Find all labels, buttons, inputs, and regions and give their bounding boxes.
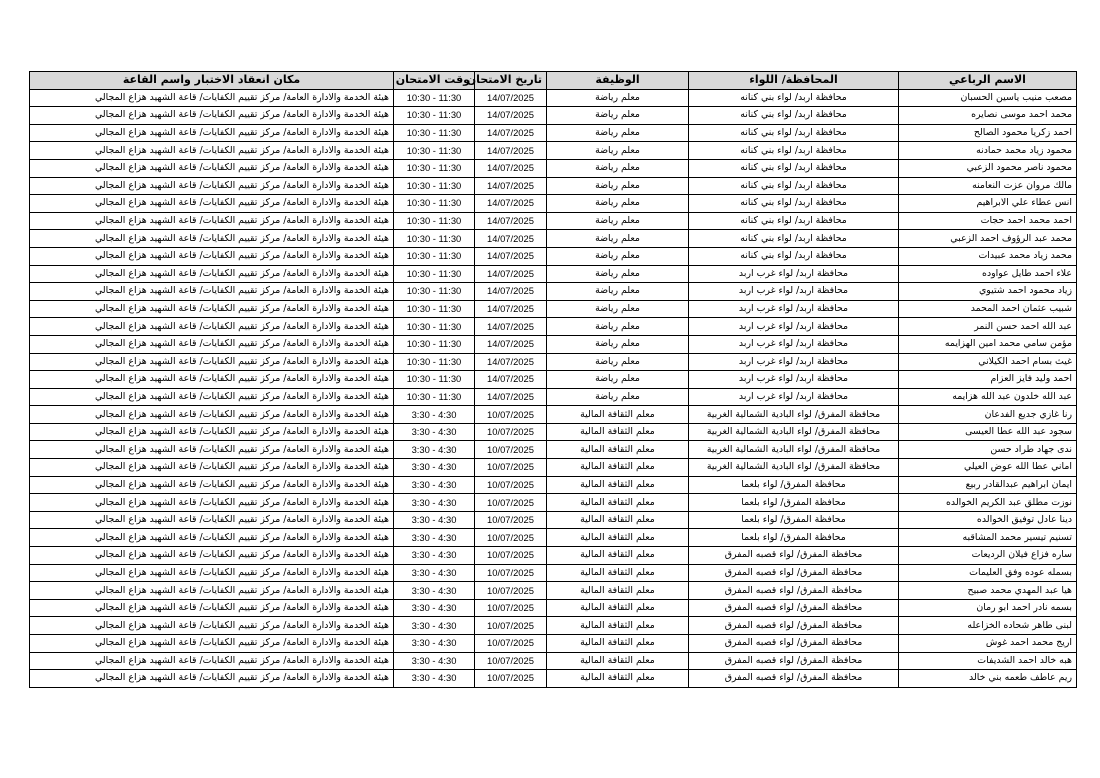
cell-job: معلم الثقافة المالية: [547, 441, 689, 459]
cell-job: معلم رياضة: [547, 283, 689, 301]
cell-location: هيئة الخدمة والادارة العامة/ مركز تقييم الكفايات/ قاعة الشهيد هزاع المجالي: [30, 283, 394, 301]
cell-job: معلم الثقافة المالية: [547, 670, 689, 688]
cell-exam-date: 10/07/2025: [475, 547, 547, 565]
cell-exam-time: 10:30 - 11:30: [394, 265, 475, 283]
cell-location: هيئة الخدمة والادارة العامة/ مركز تقييم الكفايات/ قاعة الشهيد هزاع المجالي: [30, 652, 394, 670]
cell-location: هيئة الخدمة والادارة العامة/ مركز تقييم الكفايات/ قاعة الشهيد هزاع المجالي: [30, 353, 394, 371]
cell-exam-time: 3:30 - 4:30: [394, 423, 475, 441]
cell-location: هيئة الخدمة والادارة العامة/ مركز تقييم الكفايات/ قاعة الشهيد هزاع المجالي: [30, 177, 394, 195]
cell-governorate: محافظة المفرق/ لواء بلعما: [689, 494, 899, 512]
cell-exam-time: 3:30 - 4:30: [394, 441, 475, 459]
table-row: [30, 423, 1077, 441]
table-row: [30, 283, 1077, 301]
cell-job: معلم الثقافة المالية: [547, 529, 689, 547]
cell-job: معلم الثقافة المالية: [547, 423, 689, 441]
cell-exam-date: 10/07/2025: [475, 511, 547, 529]
cell-job: معلم رياضة: [547, 247, 689, 265]
table-row: [30, 230, 1077, 248]
table-row: [30, 547, 1077, 565]
cell-name: محمود زياد محمد حمادنه: [899, 142, 1077, 160]
cell-governorate: محافظة اربد/ لواء غرب اربد: [689, 318, 899, 336]
cell-location: هيئة الخدمة والادارة العامة/ مركز تقييم الكفايات/ قاعة الشهيد هزاع المجالي: [30, 247, 394, 265]
cell-name: غيث بسام احمد الكيلاني: [899, 353, 1077, 371]
cell-job: معلم الثقافة المالية: [547, 406, 689, 424]
header-job: الوظيفة: [547, 72, 689, 90]
cell-name: محمد احمد موسى نصايره: [899, 107, 1077, 125]
cell-name: محمد عبد الرؤوف احمد الزعبي: [899, 230, 1077, 248]
cell-job: معلم الثقافة المالية: [547, 547, 689, 565]
cell-exam-date: 14/07/2025: [475, 388, 547, 406]
cell-exam-time: 10:30 - 11:30: [394, 388, 475, 406]
cell-name: ريم عاطف طعمه بني خالد: [899, 670, 1077, 688]
cell-exam-time: 10:30 - 11:30: [394, 353, 475, 371]
cell-name: محمود ناصر محمود الزعبي: [899, 159, 1077, 177]
cell-job: معلم رياضة: [547, 353, 689, 371]
cell-exam-time: 3:30 - 4:30: [394, 652, 475, 670]
cell-name: احمد محمد احمد حجات: [899, 212, 1077, 230]
table-row: [30, 459, 1077, 477]
cell-exam-date: 14/07/2025: [475, 283, 547, 301]
cell-job: معلم رياضة: [547, 177, 689, 195]
cell-governorate: محافظة اربد/ لواء بني كنانه: [689, 212, 899, 230]
cell-exam-date: 14/07/2025: [475, 230, 547, 248]
cell-name: اماني عطا الله عوض العيلي: [899, 459, 1077, 477]
cell-governorate: محافظة اربد/ لواء غرب اربد: [689, 335, 899, 353]
cell-location: هيئة الخدمة والادارة العامة/ مركز تقييم الكفايات/ قاعة الشهيد هزاع المجالي: [30, 529, 394, 547]
cell-governorate: محافظة المفرق/ لواء قصبه المفرق: [689, 564, 899, 582]
table-row: [30, 318, 1077, 336]
cell-job: معلم رياضة: [547, 335, 689, 353]
cell-name: دينا عادل توفيق الخوالده: [899, 511, 1077, 529]
header-governorate: المحافظة/ اللواء: [689, 72, 899, 90]
cell-location: هيئة الخدمة والادارة العامة/ مركز تقييم الكفايات/ قاعة الشهيد هزاع المجالي: [30, 388, 394, 406]
cell-name: مالك مروان عزت النعامنه: [899, 177, 1077, 195]
cell-job: معلم رياضة: [547, 388, 689, 406]
cell-name: احمد زكريا محمود الصالح: [899, 124, 1077, 142]
cell-location: هيئة الخدمة والادارة العامة/ مركز تقييم الكفايات/ قاعة الشهيد هزاع المجالي: [30, 318, 394, 336]
cell-governorate: محافظة المفرق/ لواء البادية الشمالية الغربية: [689, 423, 899, 441]
cell-exam-date: 10/07/2025: [475, 476, 547, 494]
header-exam-date: تاريخ الامتحان: [475, 72, 547, 90]
cell-name: عبد الله خلدون عبد الله هزايمه: [899, 388, 1077, 406]
cell-exam-time: 10:30 - 11:30: [394, 177, 475, 195]
cell-exam-date: 10/07/2025: [475, 599, 547, 617]
table-row: [30, 529, 1077, 547]
cell-location: هيئة الخدمة والادارة العامة/ مركز تقييم الكفايات/ قاعة الشهيد هزاع المجالي: [30, 159, 394, 177]
cell-exam-date: 14/07/2025: [475, 353, 547, 371]
cell-exam-time: 10:30 - 11:30: [394, 247, 475, 265]
cell-exam-date: 14/07/2025: [475, 159, 547, 177]
cell-exam-date: 10/07/2025: [475, 652, 547, 670]
cell-location: هيئة الخدمة والادارة العامة/ مركز تقييم الكفايات/ قاعة الشهيد هزاع المجالي: [30, 459, 394, 477]
cell-job: معلم رياضة: [547, 371, 689, 389]
cell-location: هيئة الخدمة والادارة العامة/ مركز تقييم الكفايات/ قاعة الشهيد هزاع المجالي: [30, 617, 394, 635]
cell-name: هيا عبد المهدي محمد صبيح: [899, 582, 1077, 600]
cell-location: هيئة الخدمة والادارة العامة/ مركز تقييم الكفايات/ قاعة الشهيد هزاع المجالي: [30, 494, 394, 512]
cell-governorate: محافظة اربد/ لواء بني كنانه: [689, 247, 899, 265]
cell-exam-time: 3:30 - 4:30: [394, 582, 475, 600]
cell-name: رنا غازي جديع الفدعان: [899, 406, 1077, 424]
cell-governorate: محافظة المفرق/ لواء بلعما: [689, 529, 899, 547]
cell-exam-date: 10/07/2025: [475, 670, 547, 688]
cell-exam-date: 14/07/2025: [475, 212, 547, 230]
cell-name: زياد محمود احمد شتيوي: [899, 283, 1077, 301]
cell-job: معلم الثقافة المالية: [547, 494, 689, 512]
table-row: [30, 247, 1077, 265]
header-name: الاسم الرباعي: [899, 72, 1077, 90]
cell-exam-time: 3:30 - 4:30: [394, 547, 475, 565]
cell-job: معلم رياضة: [547, 265, 689, 283]
cell-name: اريج محمد احمد غوش: [899, 635, 1077, 653]
cell-location: هيئة الخدمة والادارة العامة/ مركز تقييم الكفايات/ قاعة الشهيد هزاع المجالي: [30, 406, 394, 424]
cell-exam-date: 10/07/2025: [475, 441, 547, 459]
cell-exam-time: 10:30 - 11:30: [394, 142, 475, 160]
cell-location: هيئة الخدمة والادارة العامة/ مركز تقييم الكفايات/ قاعة الشهيد هزاع المجالي: [30, 547, 394, 565]
cell-exam-time: 10:30 - 11:30: [394, 159, 475, 177]
cell-location: هيئة الخدمة والادارة العامة/ مركز تقييم الكفايات/ قاعة الشهيد هزاع المجالي: [30, 124, 394, 142]
table-header-row: [30, 72, 1077, 90]
cell-exam-date: 14/07/2025: [475, 89, 547, 107]
cell-name: عبد الله احمد حسن النمر: [899, 318, 1077, 336]
cell-exam-date: 10/07/2025: [475, 406, 547, 424]
table-row: [30, 212, 1077, 230]
cell-job: معلم رياضة: [547, 89, 689, 107]
table-row: [30, 617, 1077, 635]
cell-location: هيئة الخدمة والادارة العامة/ مركز تقييم الكفايات/ قاعة الشهيد هزاع المجالي: [30, 371, 394, 389]
cell-exam-date: 10/07/2025: [475, 459, 547, 477]
cell-exam-date: 14/07/2025: [475, 335, 547, 353]
cell-name: ايمان ابراهيم عبدالقادر ربيع: [899, 476, 1077, 494]
cell-location: هيئة الخدمة والادارة العامة/ مركز تقييم الكفايات/ قاعة الشهيد هزاع المجالي: [30, 582, 394, 600]
table-row: [30, 494, 1077, 512]
cell-governorate: محافظة اربد/ لواء غرب اربد: [689, 388, 899, 406]
table-row: [30, 406, 1077, 424]
cell-exam-time: 10:30 - 11:30: [394, 195, 475, 213]
cell-governorate: محافظة اربد/ لواء غرب اربد: [689, 265, 899, 283]
cell-exam-time: 10:30 - 11:30: [394, 335, 475, 353]
table-row: [30, 353, 1077, 371]
cell-exam-time: 3:30 - 4:30: [394, 564, 475, 582]
cell-job: معلم رياضة: [547, 159, 689, 177]
cell-name: بسمه نادر احمد ابو رمان: [899, 599, 1077, 617]
cell-location: هيئة الخدمة والادارة العامة/ مركز تقييم الكفايات/ قاعة الشهيد هزاع المجالي: [30, 423, 394, 441]
cell-governorate: محافظة المفرق/ لواء قصبه المفرق: [689, 617, 899, 635]
cell-exam-date: 10/07/2025: [475, 423, 547, 441]
cell-exam-time: 10:30 - 11:30: [394, 300, 475, 318]
cell-job: معلم الثقافة المالية: [547, 564, 689, 582]
cell-exam-date: 14/07/2025: [475, 300, 547, 318]
cell-exam-time: 3:30 - 4:30: [394, 635, 475, 653]
cell-exam-date: 10/07/2025: [475, 494, 547, 512]
cell-location: هيئة الخدمة والادارة العامة/ مركز تقييم الكفايات/ قاعة الشهيد هزاع المجالي: [30, 599, 394, 617]
table-row: [30, 599, 1077, 617]
cell-location: هيئة الخدمة والادارة العامة/ مركز تقييم الكفايات/ قاعة الشهيد هزاع المجالي: [30, 107, 394, 125]
table-row: [30, 335, 1077, 353]
cell-exam-time: 3:30 - 4:30: [394, 459, 475, 477]
cell-governorate: محافظة المفرق/ لواء قصبه المفرق: [689, 635, 899, 653]
cell-exam-time: 10:30 - 11:30: [394, 124, 475, 142]
cell-job: معلم الثقافة المالية: [547, 582, 689, 600]
cell-job: معلم الثقافة المالية: [547, 459, 689, 477]
cell-governorate: محافظة اربد/ لواء بني كنانه: [689, 195, 899, 213]
cell-name: انس عطاء علي الابراهيم: [899, 195, 1077, 213]
table-row: [30, 107, 1077, 125]
table-row: [30, 670, 1077, 688]
cell-job: معلم رياضة: [547, 107, 689, 125]
cell-exam-time: 3:30 - 4:30: [394, 670, 475, 688]
cell-governorate: محافظة المفرق/ لواء قصبه المفرق: [689, 652, 899, 670]
cell-exam-time: 10:30 - 11:30: [394, 230, 475, 248]
cell-exam-time: 3:30 - 4:30: [394, 511, 475, 529]
cell-governorate: محافظة اربد/ لواء غرب اربد: [689, 353, 899, 371]
cell-governorate: محافظة المفرق/ لواء قصبه المفرق: [689, 670, 899, 688]
cell-job: معلم رياضة: [547, 195, 689, 213]
table-row: [30, 159, 1077, 177]
cell-exam-date: 14/07/2025: [475, 177, 547, 195]
exam-schedule-table: [29, 71, 1077, 688]
cell-name: سجود عبد الله عطا العيسى: [899, 423, 1077, 441]
cell-location: هيئة الخدمة والادارة العامة/ مركز تقييم الكفايات/ قاعة الشهيد هزاع المجالي: [30, 195, 394, 213]
cell-name: بسمله عوده وفق العليمات: [899, 564, 1077, 582]
cell-location: هيئة الخدمة والادارة العامة/ مركز تقييم الكفايات/ قاعة الشهيد هزاع المجالي: [30, 564, 394, 582]
cell-job: معلم الثقافة المالية: [547, 599, 689, 617]
cell-governorate: محافظة اربد/ لواء بني كنانه: [689, 142, 899, 160]
table-row: [30, 142, 1077, 160]
cell-location: هيئة الخدمة والادارة العامة/ مركز تقييم الكفايات/ قاعة الشهيد هزاع المجالي: [30, 265, 394, 283]
cell-job: معلم الثقافة المالية: [547, 511, 689, 529]
cell-governorate: محافظة المفرق/ لواء قصبه المفرق: [689, 582, 899, 600]
cell-exam-time: 3:30 - 4:30: [394, 494, 475, 512]
table-row: [30, 511, 1077, 529]
table-row: [30, 177, 1077, 195]
cell-governorate: محافظة اربد/ لواء بني كنانه: [689, 230, 899, 248]
table-row: [30, 265, 1077, 283]
cell-location: هيئة الخدمة والادارة العامة/ مركز تقييم الكفايات/ قاعة الشهيد هزاع المجالي: [30, 230, 394, 248]
cell-name: تسنيم تيسير محمد المشاقبه: [899, 529, 1077, 547]
cell-governorate: محافظة اربد/ لواء غرب اربد: [689, 371, 899, 389]
cell-location: هيئة الخدمة والادارة العامة/ مركز تقييم الكفايات/ قاعة الشهيد هزاع المجالي: [30, 335, 394, 353]
cell-governorate: محافظة المفرق/ لواء قصبه المفرق: [689, 599, 899, 617]
table-row: [30, 371, 1077, 389]
cell-job: معلم رياضة: [547, 230, 689, 248]
cell-exam-date: 14/07/2025: [475, 124, 547, 142]
cell-job: معلم الثقافة المالية: [547, 635, 689, 653]
cell-exam-time: 10:30 - 11:30: [394, 89, 475, 107]
cell-job: معلم الثقافة المالية: [547, 617, 689, 635]
cell-job: معلم رياضة: [547, 142, 689, 160]
cell-name: نوزت مطلق عبد الكريم الخوالده: [899, 494, 1077, 512]
table-row: [30, 476, 1077, 494]
cell-exam-date: 10/07/2025: [475, 617, 547, 635]
cell-location: هيئة الخدمة والادارة العامة/ مركز تقييم الكفايات/ قاعة الشهيد هزاع المجالي: [30, 441, 394, 459]
cell-governorate: محافظة اربد/ لواء بني كنانه: [689, 159, 899, 177]
cell-exam-date: 14/07/2025: [475, 318, 547, 336]
cell-name: هبه خالد احمد الشديفات: [899, 652, 1077, 670]
cell-name: مصعب منيب ياسين الحسبان: [899, 89, 1077, 107]
cell-exam-date: 10/07/2025: [475, 529, 547, 547]
cell-exam-date: 10/07/2025: [475, 564, 547, 582]
cell-name: شبيب عثمان احمد المحمد: [899, 300, 1077, 318]
table-row: [30, 635, 1077, 653]
cell-location: هيئة الخدمة والادارة العامة/ مركز تقييم الكفايات/ قاعة الشهيد هزاع المجالي: [30, 635, 394, 653]
cell-name: احمد وليد فايز العزام: [899, 371, 1077, 389]
cell-exam-date: 14/07/2025: [475, 371, 547, 389]
cell-location: هيئة الخدمة والادارة العامة/ مركز تقييم الكفايات/ قاعة الشهيد هزاع المجالي: [30, 670, 394, 688]
cell-exam-time: 10:30 - 11:30: [394, 371, 475, 389]
cell-exam-date: 14/07/2025: [475, 247, 547, 265]
cell-governorate: محافظة المفرق/ لواء بلعما: [689, 511, 899, 529]
cell-location: هيئة الخدمة والادارة العامة/ مركز تقييم الكفايات/ قاعة الشهيد هزاع المجالي: [30, 212, 394, 230]
cell-governorate: محافظة المفرق/ لواء البادية الشمالية الغربية: [689, 441, 899, 459]
cell-exam-time: 3:30 - 4:30: [394, 617, 475, 635]
cell-exam-time: 10:30 - 11:30: [394, 283, 475, 301]
table-row: [30, 388, 1077, 406]
cell-name: ساره فزاع فيلان الرديعات: [899, 547, 1077, 565]
table-row: [30, 300, 1077, 318]
cell-job: معلم رياضة: [547, 124, 689, 142]
header-exam-time: وقت الامتحان: [394, 72, 475, 90]
cell-exam-time: 10:30 - 11:30: [394, 318, 475, 336]
cell-name: محمد زياد محمد عبيدات: [899, 247, 1077, 265]
cell-job: معلم الثقافة المالية: [547, 652, 689, 670]
table-row: [30, 582, 1077, 600]
cell-governorate: محافظة المفرق/ لواء بلعما: [689, 476, 899, 494]
table-row: [30, 652, 1077, 670]
cell-exam-time: 10:30 - 11:30: [394, 212, 475, 230]
cell-governorate: محافظة اربد/ لواء غرب اربد: [689, 300, 899, 318]
cell-name: لبنى طاهر شحاده الخزاعله: [899, 617, 1077, 635]
cell-governorate: محافظة اربد/ لواء غرب اربد: [689, 283, 899, 301]
cell-exam-time: 3:30 - 4:30: [394, 529, 475, 547]
cell-exam-date: 10/07/2025: [475, 582, 547, 600]
cell-governorate: محافظة اربد/ لواء بني كنانه: [689, 177, 899, 195]
cell-governorate: محافظة اربد/ لواء بني كنانه: [689, 107, 899, 125]
cell-exam-date: 14/07/2025: [475, 107, 547, 125]
cell-name: مؤمن سامي محمد امين الهزايمه: [899, 335, 1077, 353]
cell-job: معلم رياضة: [547, 318, 689, 336]
table-row: [30, 441, 1077, 459]
cell-exam-time: 3:30 - 4:30: [394, 476, 475, 494]
header-location: مكان انعقاد الاختبار واسم القاعة: [30, 72, 394, 90]
cell-location: هيئة الخدمة والادارة العامة/ مركز تقييم الكفايات/ قاعة الشهيد هزاع المجالي: [30, 476, 394, 494]
table-row: [30, 195, 1077, 213]
cell-location: هيئة الخدمة والادارة العامة/ مركز تقييم الكفايات/ قاعة الشهيد هزاع المجالي: [30, 89, 394, 107]
cell-governorate: محافظة المفرق/ لواء البادية الشمالية الغربية: [689, 406, 899, 424]
cell-job: معلم رياضة: [547, 212, 689, 230]
cell-job: معلم رياضة: [547, 300, 689, 318]
cell-exam-time: 3:30 - 4:30: [394, 599, 475, 617]
cell-location: هيئة الخدمة والادارة العامة/ مركز تقييم الكفايات/ قاعة الشهيد هزاع المجالي: [30, 142, 394, 160]
cell-exam-date: 10/07/2025: [475, 635, 547, 653]
cell-governorate: محافظة المفرق/ لواء البادية الشمالية الغربية: [689, 459, 899, 477]
table-row: [30, 564, 1077, 582]
cell-governorate: محافظة المفرق/ لواء قصبه المفرق: [689, 547, 899, 565]
cell-exam-time: 3:30 - 4:30: [394, 406, 475, 424]
cell-exam-date: 14/07/2025: [475, 265, 547, 283]
cell-exam-time: 10:30 - 11:30: [394, 107, 475, 125]
cell-job: معلم الثقافة المالية: [547, 476, 689, 494]
cell-governorate: محافظة اربد/ لواء بني كنانه: [689, 124, 899, 142]
cell-location: هيئة الخدمة والادارة العامة/ مركز تقييم الكفايات/ قاعة الشهيد هزاع المجالي: [30, 300, 394, 318]
cell-name: ندى جهاد طراد حسن: [899, 441, 1077, 459]
table-row: [30, 124, 1077, 142]
table-row: [30, 89, 1077, 107]
cell-exam-date: 14/07/2025: [475, 195, 547, 213]
cell-name: علاء احمد طايل عواوده: [899, 265, 1077, 283]
cell-location: هيئة الخدمة والادارة العامة/ مركز تقييم الكفايات/ قاعة الشهيد هزاع المجالي: [30, 511, 394, 529]
cell-governorate: محافظة اربد/ لواء بني كنانه: [689, 89, 899, 107]
cell-exam-date: 14/07/2025: [475, 142, 547, 160]
